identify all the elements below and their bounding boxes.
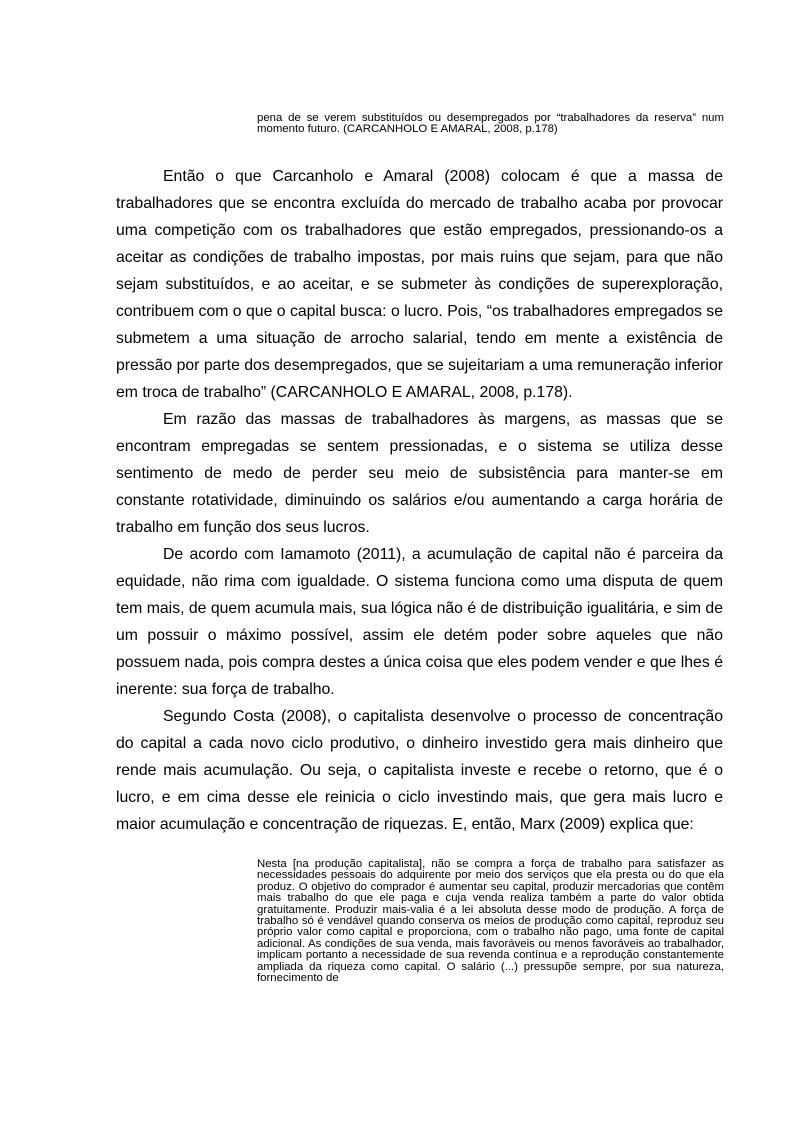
paragraph-1: Então o que Carcanholo e Amaral (2008) colocam é que a massa de trabalhadores que se encontra excluída do mercado de trabalho acaba por provocar uma competição com os trabalhadores que estão empregados, pressionando-os a aceitar as condições de trabalho impostas, por mais ruins que sejam, para que não sejam substituídos, e ao aceitar, e se submeter às condições de superexploração, contribuem com o que o capital busca: o lucro. Pois, “os trabalhadores empregados se submetem a uma situação de arrocho salarial, tendo em mente a existência de pressão por parte dos desempregados, que se sujeitariam a uma remuneração inferior em troca de trabalho” (CARCANHOLO E AMARAL, 2008, p.178).: [116, 168, 723, 401]
block-quote-marx: Nesta [na produção capitalista], não se compra a força de trabalho para satisfazer as necessidades pessoais do adquirente por meio dos serviços que ela presta ou do que ela produz. O objetivo do comprador é aumentar seu capital, produzir mercadorias que contêm mais trabalho do que ele paga e cuja venda realiza também a parte do valor obtida gratuitamente. Produzir mais-valia é a lei absoluta desse modo de produção. A força de trabalho só é vendável quando conserva os meios de produção como capital, reproduz seu próprio valor como capital e proporciona, com o trabalho não pago, uma fonte de capital adicional. As condições de sua venda, mais favoráveis ou menos favoráveis ao trabalhador, implicam portanto a necessidade de sua revenda contínua e a reprodução constantemente ampliada da riqueza como capital. O salário (...) pressupõe sempre, por sua natureza, fornecimento de: [257, 858, 724, 985]
block-quote-top: pena de se verem substituídos ou desempregados por “trabalhadores da reserva” num momento futuro. (CARCANHOLO E AMARAL, 2008, p.178): [257, 112, 724, 136]
paragraph-2: Em razão das massas de trabalhadores às margens, as massas que se encontram empregadas se sentem pressionadas, e o sistema se utiliza desse sentimento de medo de perder seu meio de subsistência para manter-se em constante rotatividade, diminuindo os salários e/ou aumentando a carga horária de trabalho em função dos seus lucros.: [116, 411, 723, 536]
paragraph-3: De acordo com Iamamoto (2011), a acumulação de capital não é parceira da equidade, não rima com igualdade. O sistema funciona como uma disputa de quem tem mais, de quem acumula mais, sua lógica não é de distribuição igualitária, e sim de um possuir o máximo possível, assim ele detém poder sobre aqueles que não possuem nada, pois compra destes a única coisa que eles podem vender e que lhes é inerente: sua força de trabalho.: [116, 546, 723, 698]
body-text: [116, 163, 723, 838]
paragraph-4: Segundo Costa (2008), o capitalista desenvolve o processo de concentração do capital a cada novo ciclo produtivo, o dinheiro investido gera mais dinheiro que rende mais acumulação. Ou seja, o capitalista investe e recebe o retorno, que é o lucro, e em cima desse ele reinicia o ciclo investindo mais, que gera mais lucro e maior acumulação e concentração de riquezas. E, então, Marx (2009) explica que:: [116, 708, 723, 833]
